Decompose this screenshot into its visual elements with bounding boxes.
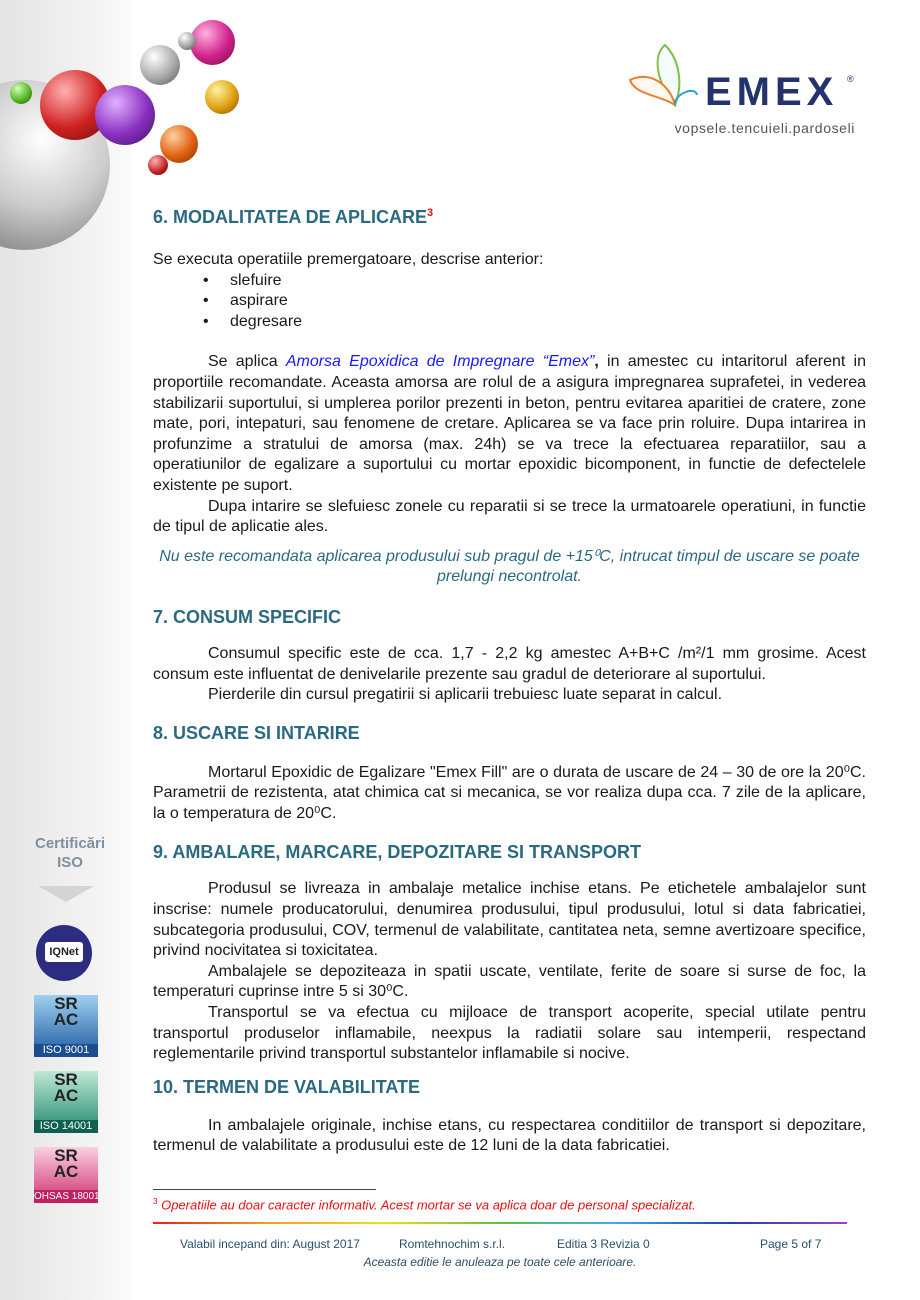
footer-valid-from: Valabil incepand din: August 2017 [180, 1237, 360, 1251]
footer-page-number: Page 5 of 7 [760, 1237, 822, 1251]
footnote-separator [153, 1189, 376, 1190]
rainbow-divider [153, 1222, 847, 1224]
section-8-title: 8. USCARE SI INTARIRE [153, 722, 360, 743]
footnote-ref: 3 [427, 207, 434, 219]
cert-title [20, 834, 120, 872]
iqnet-label: IQNet [45, 942, 83, 962]
section-6-title-text: 6. MODALITATEA DE APLICARE [153, 207, 427, 227]
butterfly-icon [625, 40, 700, 115]
section-7-paragraph-2: Pierderile din cursul pregatirii si aplicarii trebuiesc luate separat in calcul. [208, 686, 723, 704]
badge-label: OHSAS 18001 [34, 1191, 100, 1202]
section-10-paragraph: In ambalajele originale, inchise etans, cu respectarea conditiilor de transport si depozitare, termenul de valabilitate a produsului este de 12 luni de la data fabricatiei. [153, 1116, 866, 1155]
section-9-paragraph-2: Ambalajele se depoziteaza in spatii uscate, ventilate, ferite de soare si surse de foc, la temperaturi cuprinse intre 5 si 30⁰C. [153, 962, 866, 1001]
section-7-title: 7. CONSUM SPECIFIC [153, 606, 342, 627]
badge-sr: SR AC [53, 1146, 79, 1181]
section-6-intro: Se executa operatiile premergatoare, descrise anterior: [153, 251, 544, 268]
section-7-paragraph-1: Consumul specific este de cca. 1,7 - 2,2 kg amestec A+B+C /m²/1 mm grosime. Acest consum este influentat de denivelarile prezente sau gradul de deteriorare al suportului. [153, 644, 866, 683]
p1-rest: in amestec cu intaritorul aferent in proportiile recomandate. Aceasta amorsa are rolul de a asigura impregnarea suprafetei, in vederea stabilizarii suportului, si umplerea porilor prezenti in beton, pentru evitarea aparitiei de cratere, zone mate, pori, intepaturi, sau fenomene de cretare. Aplicarea se va face prin roluire. Dupa intarirea in profunzime a stratului de amorsa (max. 24h) se va trece la efectuarea reparatiilor, sau a operatiunilor de egalizare a suportului cu mortar epoxidic bicomponent, in functie de defectelele existente pe suport. [153, 353, 867, 494]
footnote-text: Operatiile au doar caracter informativ. Acest mortar se va aplica doar de personal specializat. [161, 1197, 696, 1213]
iso9001-badge [34, 995, 98, 1057]
section-6-title [153, 206, 866, 228]
footer-note: Aceasta editie le anuleaza pe toate cele anterioare. [363, 1255, 637, 1269]
primer-product-link: Amorsa Epoxidica de Impregnare “Emex” [285, 353, 595, 371]
arrow-down-icon [38, 886, 94, 902]
section-6-paragraph-1 [153, 352, 866, 496]
p1-pre: Se aplica [208, 353, 286, 371]
p1-comma: , [594, 353, 599, 371]
iso14001-badge [34, 1071, 98, 1133]
temperature-note: Nu este recomandata aplicarea produsului sub pragul de +15⁰C, intrucat timpul de uscare se poate prelungi necontrolat. [159, 547, 860, 586]
footnote [153, 1197, 696, 1212]
bullet-item: • degresare [203, 312, 866, 333]
cert-title-line2: ISO [57, 854, 83, 871]
logo-registered: ® [847, 74, 854, 84]
badge-sr: SR AC [53, 1070, 79, 1105]
bullet-item: • slefuire [203, 271, 866, 292]
cert-title-line1: Certificări [34, 835, 106, 852]
footer-company: Romtehnochim s.r.l. [399, 1237, 506, 1251]
main-content [153, 206, 866, 1157]
section-6-paragraph-2: Dupa intarire se slefuiesc zonele cu reparatii si se trece la urmatoarele operatiuni, in functie de tipul de aplicatie ales. [153, 497, 866, 536]
emex-logo [625, 40, 865, 140]
iqnet-badge [36, 925, 92, 981]
section-8-paragraph: Mortarul Epoxidic de Egalizare "Emex Fill" are o durata de uscare de 24 – 30 de ore la 20⁰C. Parametrii de rezistenta, atat chimica cat si mecanica, se vor realiza dupa cca. 7 zile de la aplicare, la o temperatura de 20⁰C. [153, 763, 866, 822]
footer-edition: Editia 3 Revizia 0 [557, 1237, 650, 1251]
section-9-paragraph-1: Produsul se livreaza in ambalaje metalice inchise etans. Pe etichetele ambalajelor sunt inscrise: numele producatorului, denumirea produsului, tipul produsului, lotul si data fabricatiei, subcategoria produsului, COV, termenul de valabilitate, cantitatea neta, semne avertizoare specifice, privind nocivitatea si toxicitatea. [153, 880, 866, 960]
prep-bullet-list [203, 271, 866, 333]
section-10-title: 10. TERMEN DE VALABILITATE [153, 1076, 421, 1097]
logo-brand: EMEX [705, 70, 839, 114]
badge-label: ISO 14001 [34, 1120, 98, 1133]
logo-tagline: vopsele.tencuieli.pardoseli [674, 120, 855, 136]
ohsas-badge [34, 1147, 98, 1203]
footnote-number: 3 [153, 1197, 158, 1206]
badge-sr: SR AC [53, 994, 79, 1029]
badge-label: ISO 9001 [34, 1044, 98, 1057]
section-9-paragraph-3: Transportul se va efectua cu mijloace de transport acoperite, special utilate pentru transportul produselor inflamabile, neexpus la radiatii solare sau intemperii, respectand reglementarile privind transportul substantelor inflamabile si nocive. [153, 1004, 866, 1063]
section-9-title: 9. AMBALARE, MARCARE, DEPOZITARE SI TRANSPORT [153, 842, 642, 863]
bullet-item: • aspirare [203, 291, 866, 312]
